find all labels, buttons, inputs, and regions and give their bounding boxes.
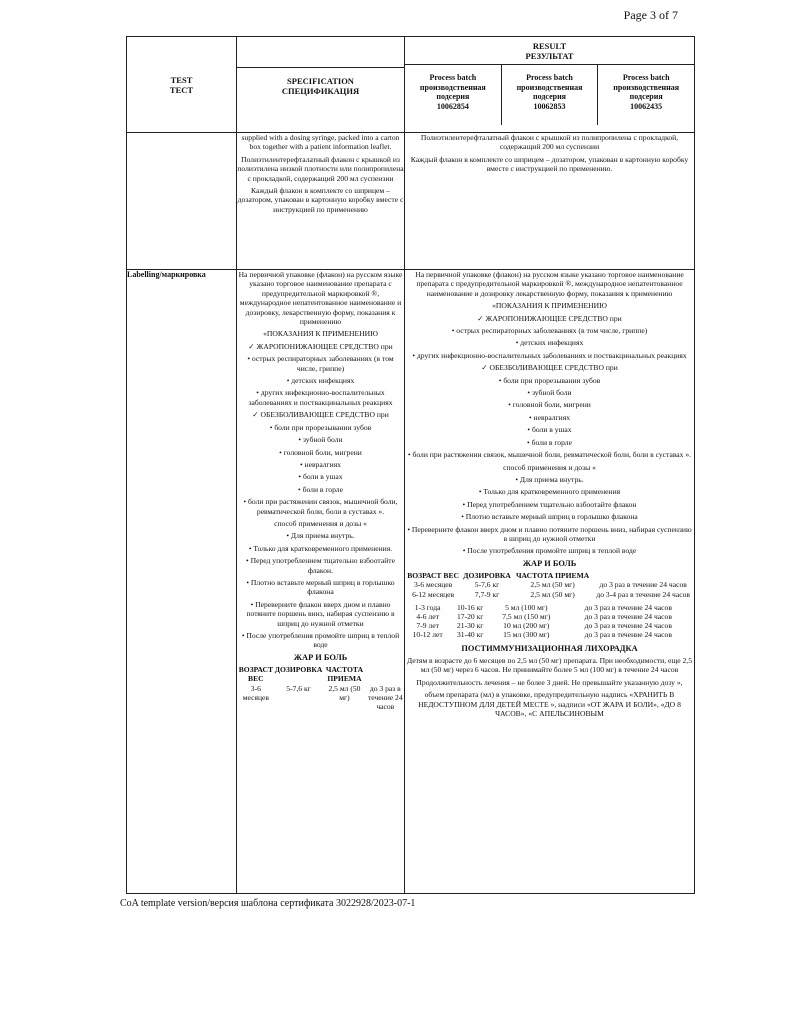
batch-2: Process batch производственная подсерия 10062853: [501, 65, 598, 125]
packaging-result: Полиэтилентерефталатный флакон с крышкой из полипропилена с прокладкой, содержащий 200 мл суспензии Каждый флакон в комплекте со шприцем – дозатором, упакован в картонную коробку вместе с инструкцией по применению.: [405, 133, 695, 270]
batch-columns: [405, 65, 694, 125]
spec-ru: СПЕЦИФИКАЦИЯ: [281, 86, 360, 96]
labelling-row: [127, 270, 695, 894]
packaging-test-cell: [127, 133, 237, 270]
batch-1: Process batch производственная подсерия 10062854: [419, 73, 486, 111]
test-header: [127, 37, 237, 133]
labelling-label: Labelling/маркировка: [127, 270, 237, 894]
result-dose-table-1: ВОЗРАСТ ВЕС ДОЗИРОВКА ЧАСТОТА ПРИЕМА 3-6 месяцев 5-7,6 кг 2,5 мл (50 мг) до 3 раз в течение 24 часов 6-12 месяцев 7,7-9 кг 2,5 мл (50 мг) до 3-4 раз в течение 24 часов: [407, 571, 690, 599]
labelling-spec: На первичной упаковке (флакон) на русском языке указано торговое наименование препарата с предупредительной маркировкой ®, международное непатентованное наименование и дозировку, лекарственную форму, показания к применению «ПОКАЗАНИЯ К ПРИМЕНЕНИЮ ✓ ЖАРОПОНИЖАЮЩЕЕ СРЕДСТВО при • острых респираторных заболеваниях (в том числе, гриппе) • детских инфекциях • других инфекционно-воспалительных заболеваниях и поствакцинальных реакциях ✓ ОБЕЗБОЛИВАЮЩЕЕ СРЕДСТВО при • боли при прорезывании зубов • зубной боли • головной боли, мигрени • невралгиях • боли в ушах • боли в горле • боли при растяжении связок, мышечной боли, ревматической боли, боли в суставах ». способ применения и дозы « • Для приема внутрь. • Только для кратковременного применения. • Перед употреблением тщательно взбоотайте флакон. • Плотно вставьте мерный шприц в горлышко флакона • Переверните флакон вверх дном и плавно потяните поршень вниз, набирая суспензию в шприц до нужной отметки • После употребления промойте шприц в теплой воде ЖАР И БОЛЬ ВОЗРАСТ ВЕС ДОЗИРОВКА ЧАСТОТА ПРИЕМА 3-6 месяцев 5-7,6 кг 2,5 мл (50 мг) до 3 раз в течение 24 часов: [237, 270, 405, 894]
batch-3: Process batch производственная подсерия 10062435: [597, 65, 694, 125]
test-ru: ТЕСТ: [169, 85, 194, 95]
page-number: Page 3 of 7: [623, 8, 678, 22]
packaging-spec: supplied with a dosing syringe, packed into a carton box together with a patient information leaflet. Полиэтилентерефталатный флакон с крышкой из полиэтилена низкой плотности или полипропилена с прокладкой, содержащий 200 мл суспензии Каждый флакон в комплекте со шприцем – дозатором, упакован в картонную коробку вместе с инструкцией по применению: [237, 133, 405, 270]
result-header: [405, 37, 695, 133]
coa-table: [126, 36, 695, 894]
spec-dose-table: ВОЗРАСТ ВЕС ДОЗИРОВКА ЧАСТОТА ПРИЕМА 3-6 месяцев 5-7,6 кг 2,5 мл (50 мг) до 3 раз в течение 24 часов: [238, 665, 403, 712]
spec-header: [237, 37, 405, 133]
result-ru: РЕЗУЛЬТАТ: [525, 51, 574, 61]
test-en: TEST: [170, 75, 193, 85]
packaging-row: [127, 133, 695, 270]
result-dose-table-2: 1-3 года 10-16 кг 5 мл (100 мг) до 3 раз в течение 24 часов 4-6 лет 17-20 кг 7,5 мл (150 мг) до 3 раз в течение 24 часов 7-9 лет 21-30 кг 10 мл (200 мг) до 3 раз в течение 24 часов 10-12 лет 31-40 кг 15 мл (300 мг) до 3 раз в течение 24 часов: [412, 602, 672, 640]
header-row: [127, 37, 695, 133]
template-footer: CoA template version/версия шаблона сертификата 3022928/2023-07-1: [120, 898, 416, 909]
result-en: RESULT: [532, 41, 567, 51]
labelling-result: На первичной упаковке (флакон) на русском языке указано торговое наименование препарата с предупредительной маркировкой ®, международное непатентованное наименование и дозировку лекарственную форму, показания к применению «ПОКАЗАНИЯ К ПРИМЕНЕНИЮ ✓ ЖАРОПОНИЖАЮЩЕЕ СРЕДСТВО при • острых респираторных заболеваниях (в том числе, гриппе) • детских инфекциях • других инфекционно-воспалительных заболеваниях и поствакцинальных реакциях ✓ ОБЕЗБОЛИВАЮЩЕЕ СРЕДСТВО при • боли при прорезывании зубов • зубной боли • головной боли, мигрени • невралгиях • боли в ушах • боли в горле • боли при растяжении связок, мышечной боли, ревматической боли, боли в суставах ». способ применения и дозы « • Для приема внутрь. • Только для кратковременного применения • Перед употреблением тщательно взбоотайте флакон • Плотно вставьте мерный шприц в горлышко флакона • Переверните флакон вверх дном и плавно потяните поршень вниз, набирая суспензию в шприц до нужной отметки • После употребления промойте шприц в теплой воде ЖАР И БОЛЬ ВОЗРАСТ ВЕС ДОЗИРОВКА ЧАСТОТА ПРИЕМА 3-6 месяцев 5-7,6 кг 2,5 мл (50 мг) до 3 раз в течение 24 часов 6-12 месяцев 7,7-9 кг 2,5 мл (50 мг) до 3-4 раз в течение 24 часов 1-3 года 10-16 кг 5 мл (100 мг) до 3 раз в течение 24 часов 4-6 лет 17-20 кг 7,5 мл (150 мг) до 3 раз в течение 24 часов 7-9 лет 21-30 кг 10 мл (200 мг) до 3 раз в течение 24 часов 10-12 лет 31-40 кг 15 мл (300 мг) до 3 раз в течение 24 часов ПОСТИММУНИЗАЦИОННАЯ ЛИХОРАДКА Детям в возрасте до 6 месяцев по 2,5 мл (50 мг) препарата. При необходимости, еще 2,5 мл (50 мг) через 6 часов. Не принимайте более 5 мл (100 мг) в течение 24 часов Продолжительность лечения – не более 3 дней. Не превышайте указанную дозу », объем препарата (мл) в упаковке, предупредительную надпись «ХРАНИТЬ В НЕДОСТУПНОМ ДЛЯ ДЕТЕЙ МЕСТЕ », надписи «ОТ ЖАРА И БОЛИ», «ДО 8 ЧАСОВ», «С АПЕЛЬСИНОВЫМ: [405, 270, 695, 894]
spec-en: SPECIFICATION: [287, 76, 354, 86]
